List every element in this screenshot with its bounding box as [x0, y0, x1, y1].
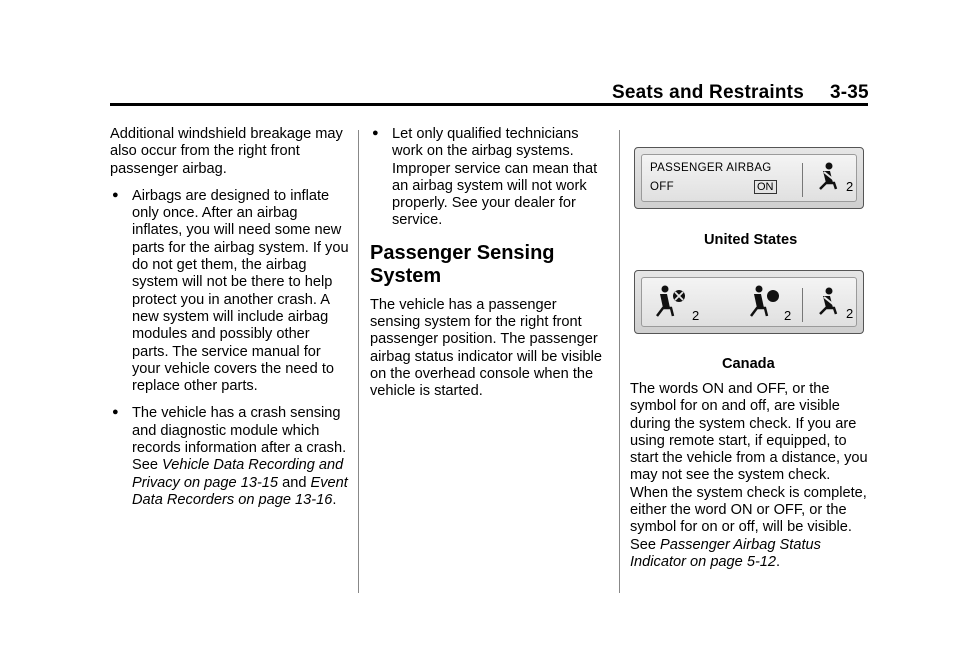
caption-united-states: United States: [704, 232, 798, 248]
bullet-item: [370, 126, 608, 230]
seat-number: 2: [846, 179, 854, 194]
on-label: ON: [754, 180, 777, 194]
intro-paragraph: Additional windshield breakage may also occur from the right front passenger airbag.: [110, 126, 343, 177]
caption-canada: Canada: [722, 356, 775, 372]
section-heading: Passenger Sensing System: [370, 241, 555, 287]
bullet-icon: ●: [112, 188, 119, 201]
seat-number: 2: [784, 308, 792, 323]
column-divider-1: [358, 130, 359, 593]
page-number: 3-35: [829, 82, 869, 103]
bullet-item: ● The vehicle has a crash sensing and diagnostic module which records information after a crash. See Vehicle Data Recording and Privacy on page 13-15 and Event Data Recorders on page 13-16.: [112, 405, 348, 508]
section-title: Seats and Restraints: [612, 82, 804, 103]
us-airbag-indicator-panel: [634, 147, 864, 209]
passenger-airbag-label: PASSENGER AIRBAG: [650, 162, 772, 174]
cross-reference-link[interactable]: Passenger Airbag Status Indicator on page 5-12: [630, 536, 821, 570]
page-header: [612, 82, 869, 104]
column-3-text: [630, 381, 870, 581]
canada-airbag-indicator-panel: [634, 270, 864, 334]
body-paragraph: The vehicle has a passenger sensing system for the right front passenger position. The passenger airbag status indicator will be visible on the overhead console when the vehicle is started.: [370, 296, 602, 400]
off-label: OFF: [650, 181, 674, 193]
seatbelt-passenger-icon: [814, 286, 850, 322]
cross-reference-link[interactable]: Vehicle Data Recording and Privacy on page 13-15: [132, 457, 344, 491]
airbag-off-icon: [654, 284, 694, 322]
airbag-on-icon: [748, 284, 788, 322]
panel-divider: [802, 163, 803, 197]
seatbelt-passenger-icon: [814, 161, 850, 197]
bullet-text: Let only qualified technicians work on the airbag systems. Improper service can mean that an airbag system will not work properly. See your dealer for service.: [392, 126, 598, 229]
column-1: [110, 126, 350, 519]
column-2: [370, 126, 608, 411]
header-rule: [110, 103, 868, 106]
bullet-text: The vehicle has a crash sensing and diagnostic module which records information after a crash. See: [132, 405, 347, 474]
column-divider-2: [619, 130, 620, 593]
seat-number: 2: [846, 306, 854, 321]
seat-number: 2: [692, 308, 700, 323]
bullet-icon: ●: [112, 406, 119, 419]
bullet-item: [110, 188, 350, 396]
bullet-icon: ●: [372, 127, 379, 139]
cross-reference-link[interactable]: Event Data Recorders on page 13-16: [132, 474, 348, 508]
body-paragraph: The words ON and OFF, or the symbol for on and off, are visible during the system check. If you are using remote start, if equipped, to start the vehicle from a distance, you may not see the system check. When the system check is complete, either the word ON or OFF, or the symbol for on or off, will be visible. See Passenger Airbag Status Indicator on page 5-12.: [630, 381, 868, 570]
panel-divider: [802, 288, 803, 322]
bullet-text: Airbags are designed to inflate only once. After an airbag inflates, you will need some new parts for the airbag system. If you do not get them, the airbag system will not be there to help protect you in another crash. A new system will include airbag modules and possibly other parts. The service manual for your vehicle covers the need to replace other parts.: [132, 187, 349, 395]
